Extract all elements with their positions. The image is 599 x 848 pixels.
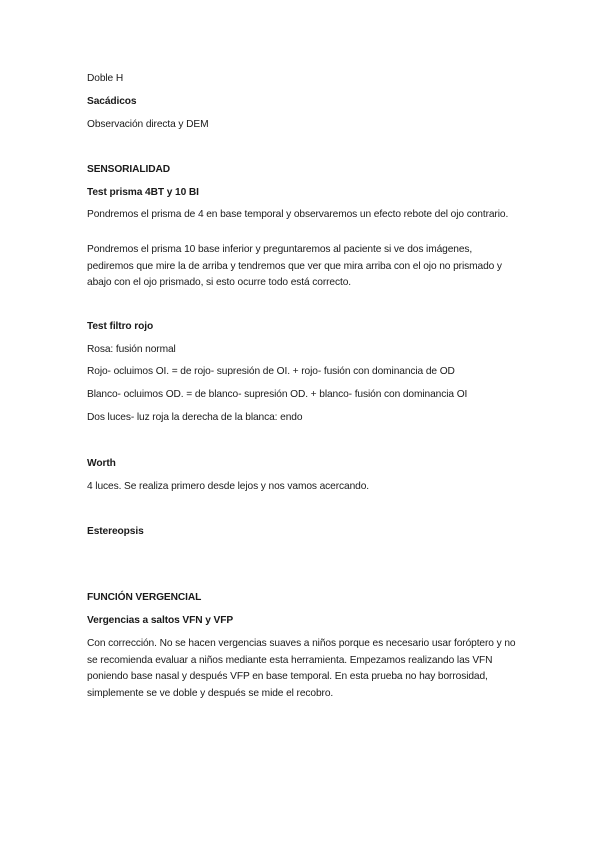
vergencias-paragraph: Con corrección. No se hacen vergencias suaves a niños porque es necesario usar foróptero y no se recomienda evaluar a niños mediante esta herramienta. Empezamos realizando las VFN poniendo base nasal y después VFP en base temporal. En esta prueba no hay borrosidad, simplemente se ve doble y después se mide el recobro. — [87, 638, 516, 699]
filtro-rojo-text: Rojo- ocluimos OI. = de rojo- supresión de OI. + rojo- fusión con dominancia de OD — [87, 366, 455, 377]
sacadicos-heading: Sacádicos — [87, 96, 137, 107]
filtro-rosa-text: Rosa: fusión normal — [87, 344, 176, 355]
test-prisma-paragraph-2: Pondremos el prisma 10 base inferior y preguntaremos al paciente si ve dos imágenes, pediremos que mire la de arriba y tendremos que ver que mira arriba con el ojo no prismado y abajo con el ojo prismado, si esto ocurre todo está correcto. — [87, 244, 502, 288]
worth-heading: Worth — [87, 458, 116, 469]
test-prisma-paragraph-1: Pondremos el prisma de 4 en base temporal y observaremos un efecto rebote del ojo contrario. — [87, 209, 509, 220]
filtro-rojo-heading: Test filtro rojo — [87, 321, 154, 332]
sensorialidad-heading: SENSORIALIDAD — [87, 164, 171, 175]
worth-text: 4 luces. Se realiza primero desde lejos y nos vamos acercando. — [87, 481, 370, 492]
test-prisma-heading: Test prisma 4BT y 10 BI — [87, 187, 199, 198]
estereopsis-heading: Estereopsis — [87, 526, 144, 537]
filtro-blanco-text: Blanco- ocluimos OD. = de blanco- supresión OD. + blanco- fusión con dominancia OI — [87, 389, 468, 400]
funcion-vergencial-heading: FUNCIÓN VERGENCIAL — [87, 592, 202, 603]
filtro-dos-luces-text: Dos luces- luz roja la derecha de la blanca: endo — [87, 412, 303, 423]
doble-h-text: Doble H — [87, 73, 124, 84]
vergencias-heading: Vergencias a saltos VFN y VFP — [87, 615, 234, 626]
sacadicos-text: Observación directa y DEM — [87, 119, 209, 130]
